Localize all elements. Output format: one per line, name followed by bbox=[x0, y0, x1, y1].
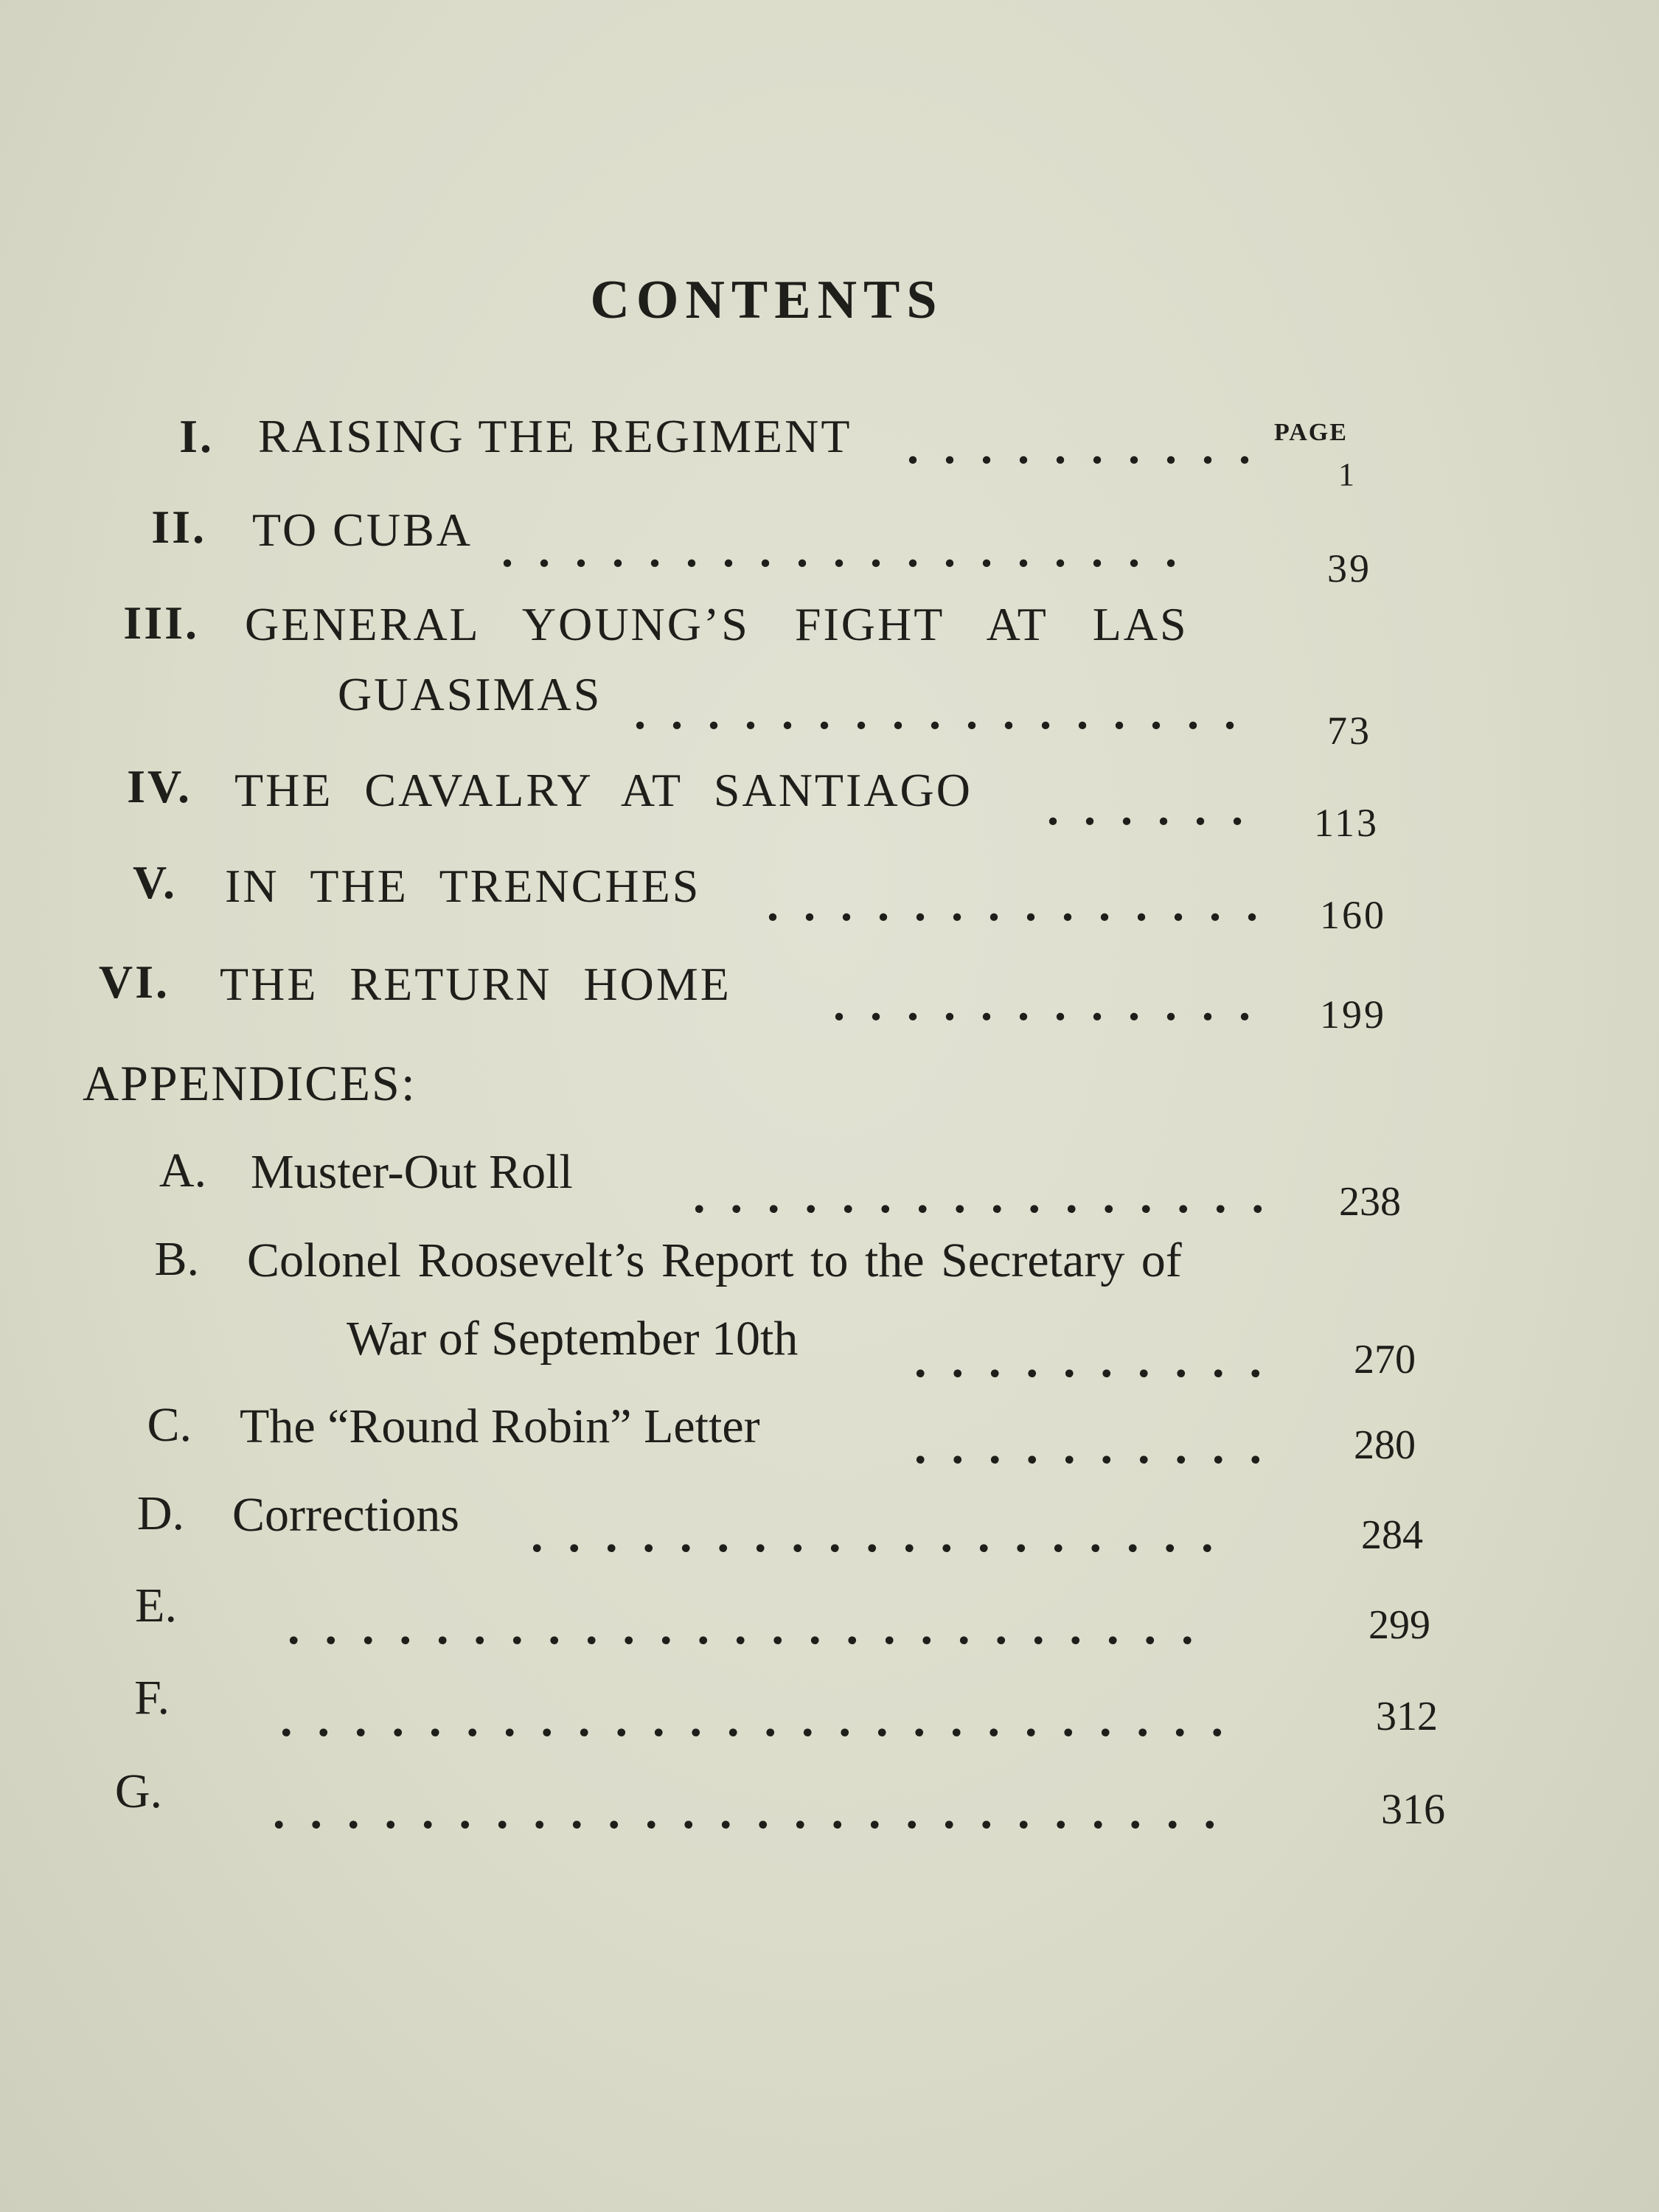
chapter-title: TO CUBA bbox=[252, 504, 473, 556]
chapter-page: 113 bbox=[1314, 801, 1379, 845]
appendix-title: The “Round Robin” Letter bbox=[240, 1399, 760, 1453]
chapter-page: 160 bbox=[1320, 893, 1386, 937]
chapter-title: THE CAVALRY AT SANTIAGO bbox=[234, 764, 973, 816]
appendix-title: Corrections bbox=[232, 1488, 459, 1542]
appendix-page: 238 bbox=[1339, 1179, 1401, 1225]
leader-dots: ...... bbox=[1047, 782, 1268, 835]
chapter-numeral: VI. bbox=[98, 956, 170, 1008]
leader-dots: ................... bbox=[531, 1509, 1239, 1562]
appendix-letter: E. bbox=[135, 1579, 177, 1632]
leader-dots: ................. bbox=[634, 686, 1261, 739]
chapter-title: IN THE TRENCHES bbox=[225, 860, 701, 912]
chapter-numeral: II. bbox=[151, 501, 206, 553]
appendix-letter: A. bbox=[159, 1144, 206, 1197]
leader-dots: .......................... bbox=[273, 1785, 1241, 1839]
appendix-page: 312 bbox=[1376, 1694, 1438, 1739]
appendix-letter: F. bbox=[134, 1671, 170, 1725]
leader-dots: ......................... bbox=[288, 1601, 1219, 1655]
chapter-page: 73 bbox=[1327, 709, 1371, 753]
appendix-letter: G. bbox=[114, 1764, 162, 1818]
leader-dots: .......................... bbox=[280, 1693, 1248, 1747]
appendix-title: Muster-Out Roll bbox=[251, 1145, 573, 1199]
leader-dots: .......... bbox=[914, 1420, 1287, 1474]
leader-dots: .......... bbox=[914, 1334, 1287, 1388]
leader-dots: ................ bbox=[693, 1169, 1289, 1223]
appendix-page: 299 bbox=[1368, 1602, 1430, 1648]
leader-dots: ................... bbox=[501, 524, 1202, 577]
appendices-heading: APPENDICES: bbox=[83, 1055, 417, 1111]
appendix-letter: C. bbox=[147, 1398, 192, 1452]
chapter-numeral: I. bbox=[179, 410, 214, 462]
appendix-letter: D. bbox=[136, 1486, 184, 1540]
chapter-title: THE RETURN HOME bbox=[220, 958, 731, 1010]
chapter-title: RAISING THE REGIMENT bbox=[258, 410, 852, 462]
chapter-numeral: III. bbox=[123, 597, 199, 649]
chapter-title-line2: GUASIMAS bbox=[338, 668, 602, 720]
page-title: CONTENTS bbox=[590, 270, 944, 330]
appendix-title-line2: War of September 10th bbox=[347, 1312, 799, 1366]
chapter-page: 1 bbox=[1338, 456, 1357, 493]
page-column-label: PAGE bbox=[1274, 419, 1348, 446]
chapter-numeral: V. bbox=[133, 856, 177, 908]
chapter-page: 39 bbox=[1327, 546, 1371, 591]
leader-dots: ............ bbox=[833, 978, 1276, 1030]
appendix-page: 316 bbox=[1381, 1785, 1445, 1833]
appendix-page: 284 bbox=[1361, 1512, 1423, 1558]
leader-dots: .............. bbox=[767, 878, 1283, 931]
appendix-title-line1: Colonel Roosevelt’s Report to the Secretary of bbox=[247, 1234, 1182, 1287]
leader-dots: .......... bbox=[907, 421, 1276, 473]
chapter-title-line1: GENERAL YOUNG’S FIGHT AT LAS bbox=[245, 598, 1189, 650]
appendix-page: 270 bbox=[1354, 1337, 1416, 1382]
chapter-page: 199 bbox=[1320, 992, 1386, 1037]
chapter-numeral: IV. bbox=[127, 760, 192, 813]
appendix-page: 280 bbox=[1354, 1422, 1416, 1468]
appendix-letter: B. bbox=[154, 1232, 199, 1286]
